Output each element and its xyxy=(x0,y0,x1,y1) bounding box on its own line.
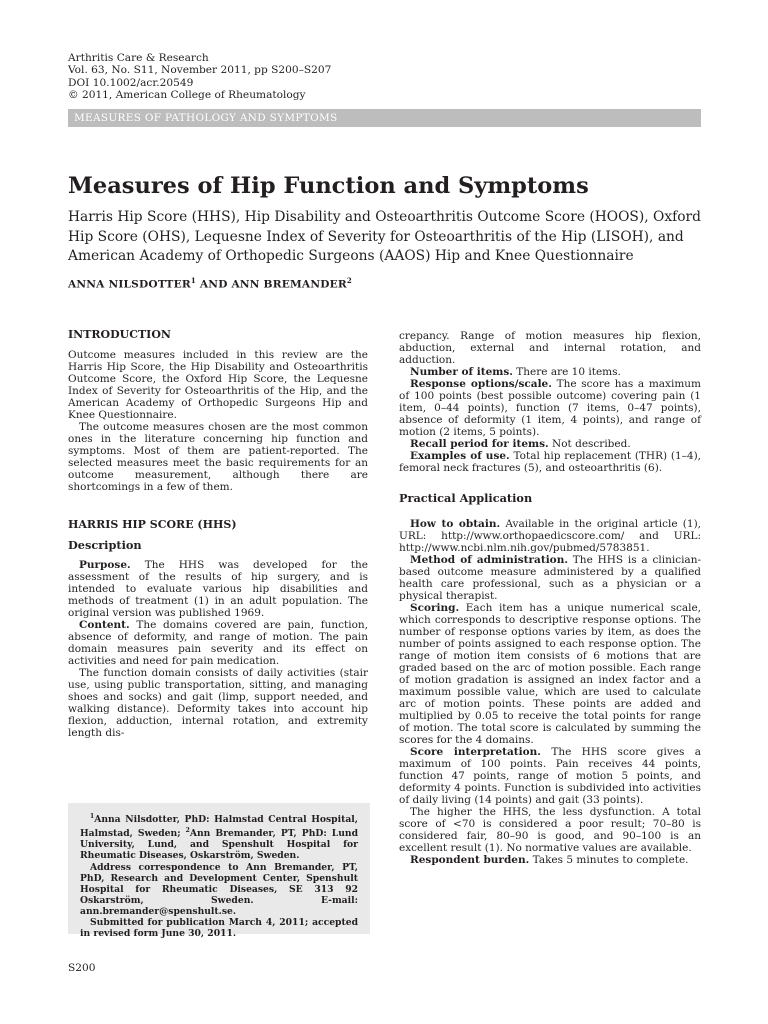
author-name: ANN BREMANDER xyxy=(231,278,347,291)
recall-paragraph xyxy=(399,438,701,450)
intro-paragraph: The outcome measures chosen are the most common ones in the literature concerning hip function and symptoms. Most of them are patient-reported. The selected measures meet the basic requirements for an outcome measurement, although there are shortcomings in a few of them. xyxy=(68,421,368,493)
obtain-text: Available in the original article (1), URL: http://www.orthopaedicscore.com/ and URL: http://www.ncbi.nlm.nih.gov/pubmed/5783851. xyxy=(399,518,701,554)
page-number: S200 xyxy=(68,962,96,974)
subtitle-line: Hip Score (OHS), Lequesne Index of Severity for Osteoarthritis of the Hip (LISOH), and xyxy=(68,228,684,245)
introduction-heading: INTRODUCTION xyxy=(68,328,171,341)
examples-paragraph xyxy=(399,450,701,474)
author-affiliation-mark: 2 xyxy=(346,276,352,285)
obtain-paragraph xyxy=(399,518,701,554)
submission-dates: Submitted for publication March 4, 2011; accepted in revised form June 30, 2011. xyxy=(80,916,358,940)
author-affiliation-mark: 1 xyxy=(190,276,196,285)
method-paragraph xyxy=(399,554,701,602)
burden-paragraph xyxy=(399,854,701,866)
journal-volume: Vol. 63, No. S11, November 2011, pp S200–S207 xyxy=(68,64,332,77)
items-label: Number of items. xyxy=(410,366,513,378)
method-text: The HHS is a clinician-based outcome measure administered by a qualified health care professional, such as a physician or a physical therapist. xyxy=(399,554,702,602)
content-text: The domains covered are pain, function, absence of deformity, and range of motion. The pain domain measures pain severity and its effect on activities and need for pain medication. xyxy=(68,619,369,667)
scoring-text: Each item has a unique numerical scale, which corresponds to descriptive response options. The number of response options varies by item, as does the number of points assigned to each response option. The range of motion item consists of 6 motions that are graded based on the arc of motion possible. Each range of motion gradation is assigned an index factor and a maximum possible value, which are used to calculate arc of motion points. These points are added and multiplied by 0.05 to receive the total points for range of motion. The total score is calculated by summing the scores for the 4 domains. xyxy=(399,602,702,746)
scoring-label: Scoring. xyxy=(410,602,460,614)
author-conjunction: AND xyxy=(199,278,228,291)
response-text: The score has a maximum of 100 points (best possible outcome) covering pain (1 item, 0–44 points), function (7 items, 0–47 points), absence of deformity (1 item, 4 points), and range of motion (2 items, 5 points). xyxy=(399,378,702,438)
author-line xyxy=(68,276,352,291)
article-title: Measures of Hip Function and Symptoms xyxy=(68,173,589,199)
purpose-label: Purpose. xyxy=(79,559,131,571)
article-subtitle xyxy=(68,208,708,267)
purpose-paragraph xyxy=(68,559,368,619)
response-label: Response options/scale. xyxy=(410,378,552,390)
journal-header xyxy=(68,52,331,101)
journal-name: Arthritis Care & Research xyxy=(68,52,209,64)
correspondence: Address correspondence to Ann Bremander, PT, PhD, Research and Development Center, Spenshult Hospital for Rheumatic Diseases, SE 313 92 Oskarström, Sweden. E-mail: ann.bremander@spenshult.se. xyxy=(80,861,358,917)
items-text: There are 10 items. xyxy=(516,366,621,378)
content-paragraph xyxy=(68,619,368,667)
affiliation-1: Anna Nilsdotter, PhD: Halmstad Central Hospital, Halmstad, Sweden; xyxy=(80,814,358,840)
practical-heading: Practical Application xyxy=(399,491,533,505)
purpose-text: The HHS was developed for the assessment of the results of hip surgery, and is intended to evaluate various hip disabilities and methods of treatment (1) in an adult population. The original version was published 1969. xyxy=(68,559,368,619)
subtitle-line: Harris Hip Score (HHS), Hip Disability and Osteoarthritis Outcome Score (HOOS), Oxford xyxy=(68,209,701,225)
affiliation-mark: 1 xyxy=(90,813,95,820)
burden-label: Respondent burden. xyxy=(410,854,530,866)
section-banner: MEASURES OF PATHOLOGY AND SYMPTOMS xyxy=(68,109,701,127)
interpretation-text: The HHS score gives a maximum of 100 points. Pain receives 44 points, function 47 points, range of motion 5 points, and deformity 4 points. Function is subdivided into activities of daily living (14 points) and gait (33 points). xyxy=(399,746,702,806)
right-column xyxy=(399,330,701,866)
content-label: Content. xyxy=(79,619,130,631)
author-name: ANNA NILSDOTTER xyxy=(68,278,191,291)
recall-label: Recall period for items. xyxy=(410,438,549,450)
journal-copyright: © 2011, American College of Rheumatology xyxy=(68,88,306,101)
examples-text: Total hip replacement (THR) (1–4), femoral neck fractures (5), and osteoarthritis (6). xyxy=(399,450,702,474)
journal-doi: DOI 10.1002/acr.20549 xyxy=(68,76,194,89)
interpretation-paragraph xyxy=(399,746,701,806)
items-paragraph xyxy=(399,366,701,378)
function-paragraph: The function domain consists of daily activities (stair use, using public transportation, sitting, and managing shoes and socks) and gait (limp, support needed, and walking distance). Deformity takes into account hip flexion, adduction, internal rotation, and extremity length dis- xyxy=(68,667,368,739)
higher-score-paragraph: The higher the HHS, the less dysfunction. A total score of <70 is considered a poor result; 70–80 is considered fair, 80–90 is good, and 90–100 is an excellent result (1). No normative values are available. xyxy=(399,806,701,854)
subtitle-line: American Academy of Orthopedic Surgeons (AAOS) Hip and Knee Questionnaire xyxy=(68,248,634,264)
description-heading: Description xyxy=(68,538,142,552)
interpretation-label: Score interpretation. xyxy=(410,746,541,758)
burden-text: Takes 5 minutes to complete. xyxy=(532,854,689,866)
affiliation-mark: 2 xyxy=(185,827,190,835)
author-footnote xyxy=(68,803,370,940)
affiliation-2: Ann Bremander, PT, PhD: Lund University, Lund, and Spenshult Hospital for Rheumatic Diseases, Oskarström, Sweden. xyxy=(80,828,359,862)
intro-paragraph: Outcome measures included in this review are the Harris Hip Score, the Hip Disability and Osteoarthritis Outcome Score, the Oxford Hip Score, the Lequesne Index of Severity for Osteoarthritis of the Hip, and the American Academy of Orthopedic Surgeons Hip and Knee Questionnaire. xyxy=(68,349,368,421)
examples-label: Examples of use. xyxy=(410,450,510,462)
recall-text: Not described. xyxy=(552,438,631,450)
scoring-paragraph xyxy=(399,602,701,746)
affiliations xyxy=(80,811,358,862)
obtain-label: How to obtain. xyxy=(410,518,501,530)
continued-paragraph: crepancy. Range of motion measures hip flexion, abduction, external and internal rotation, and adduction. xyxy=(399,330,701,366)
method-label: Method of administration. xyxy=(410,554,568,566)
hhs-heading: HARRIS HIP SCORE (HHS) xyxy=(68,518,237,531)
left-column xyxy=(68,329,368,739)
response-paragraph xyxy=(399,378,701,438)
